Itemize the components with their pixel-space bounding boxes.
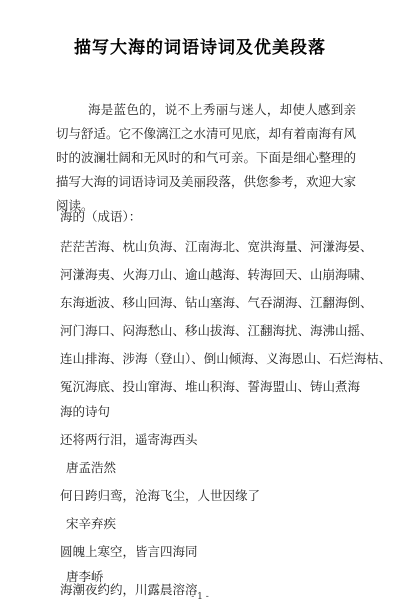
page-number: - 1 - (191, 592, 209, 602)
idiom-line: 东海逝波、移山回海、钻山塞海、气吞湖海、江翻海倒、 (60, 295, 373, 310)
poem-line: 海潮夜约约，川露晨溶溶 (60, 582, 198, 597)
document-title: 描写大海的词语诗词及优美段落 (74, 38, 326, 58)
idioms-heading: 海的（成语）： (60, 209, 142, 224)
idiom-line: 河溓海夷、火海刀山、逾山越海、转海回天、山崩海啸、 (60, 267, 373, 282)
poem-author: 唐孟浩然 (66, 460, 117, 475)
poem-line: 何日跨归鸾，沧海飞尘，人世因缘了 (60, 488, 261, 503)
intro-paragraph: 海是蓝色的，说不上秀丽与迷人，却使人感到亲切与舒适。它不像漓江之水清可见底，却有着南海有风时的波澜壮阔和无风时的和气可亲。下面是细心整理的描写大海的词语诗词及美丽段落，供您参考，欢迎大家阅读。 (56, 102, 357, 213)
idiom-line: 河门海口、闷海愁山、移山拔海、江翻海扰、海沸山摇、 (60, 323, 373, 338)
idiom-line: 连山排海、涉海（登山）、倒山倾海、义海恩山、石烂海枯、 (60, 351, 392, 366)
poem-line: 还将两行泪，遥寄海西头 (60, 432, 198, 447)
poem-author: 宋辛弃疾 (66, 516, 117, 531)
idiom-line: 茫茫苦海、枕山负海、江南海北、宽洪海量、河溓海晏、 (60, 239, 373, 254)
poem-author: 唐李峤 (66, 569, 104, 584)
poems-heading: 海的诗句 (60, 404, 111, 419)
poem-line: 圆魄上寒空，皆言四海同 (60, 544, 198, 559)
idiom-line: 冤沉海底、投山窜海、堆山积海、誓海盟山、铸山煮海 (60, 379, 361, 394)
